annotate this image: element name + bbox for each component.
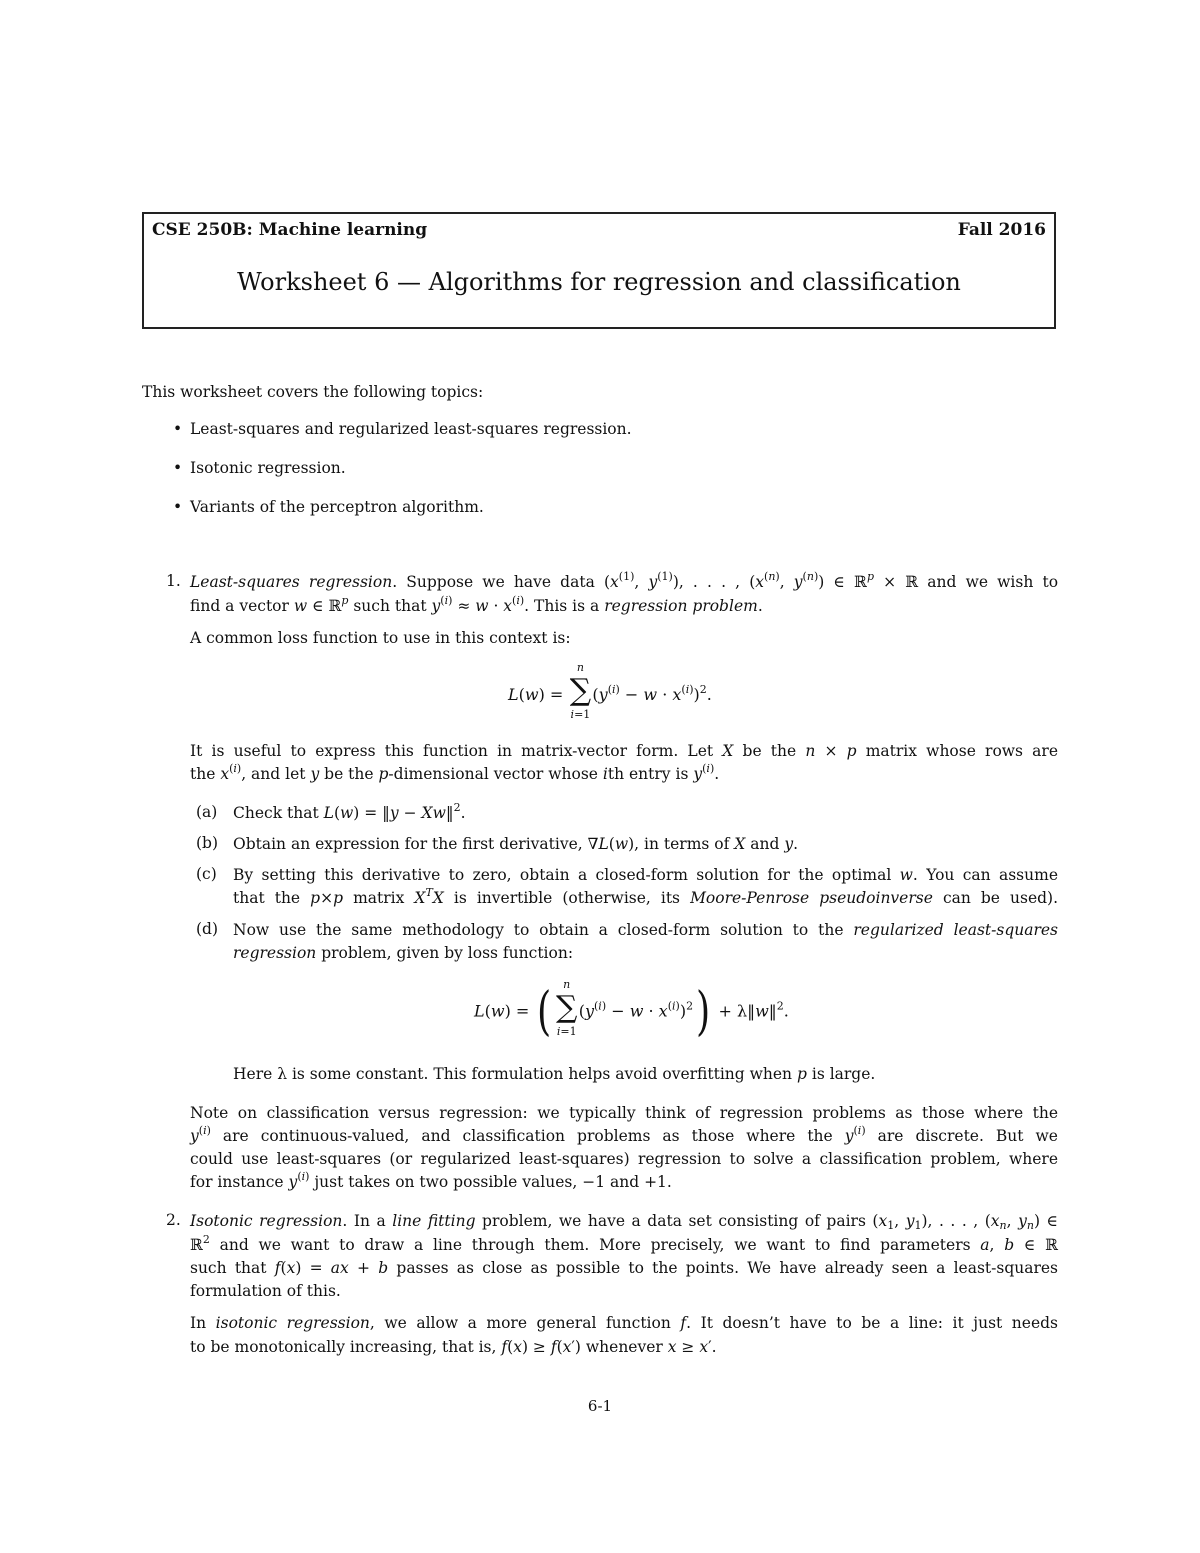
- part-c-line2: that the p×p matrix $X^TX$ is invertible (otherwise, its Moore-Penrose pseudoinverse can be used).: [233, 886, 1059, 907]
- part-d-label: (d): [196, 920, 219, 938]
- part-c-label: (c): [196, 865, 217, 883]
- header-box: [142, 212, 1056, 329]
- topic-item: • Least-squares and regularized least-squares regression.: [173, 420, 632, 438]
- worksheet-title: Worksheet 6 — Algorithms for regression and classification: [237, 268, 961, 296]
- note-line3: could use least-squares (or regularized least-squares) regression to solve a classification problem, where: [190, 1150, 1058, 1168]
- topic-item: • Variants of the perceptron algorithm.: [173, 498, 484, 516]
- loss-equation: L(w) = n ∑ i=1 $(y^{(i)} - w \cdot x^{(i)})^2$.: [508, 661, 712, 721]
- q1-number: 1.: [166, 572, 181, 590]
- q2-line2: ℝ$^2$ and we want to draw a line through them. More precisely, we want to find parameters a, b ∈ ℝ: [190, 1233, 1058, 1254]
- course-name: CSE 250B: Machine learning: [152, 220, 428, 240]
- page-number: 6-1: [587, 1397, 613, 1415]
- note-line4: for instance $y^{(i)}$ just takes on two possible values, −1 and +1.: [190, 1170, 672, 1191]
- part-b-label: (b): [196, 834, 219, 852]
- q2-p2-line2: to be monotonically increasing, that is, f(x) ≥ f(x′) whenever x ≥ x′.: [190, 1338, 717, 1356]
- q2-p2-line1: In isotonic regression, we allow a more general function f. It doesn’t have to be a line: it just needs: [190, 1314, 1058, 1332]
- q1-intro-line1: Least-squares regression. Suppose we have data ($x^{(1)}$, $y^{(1)}$), . . . , ($x^{(n)}$, $y^{(n)}$) ∈ ℝ$^p$ × ℝ and we wish to: [190, 570, 1059, 591]
- regularized-loss-equation: L(w) = ( n ∑ i=1 $(y^{(i)} - w \cdot x^{(i)})^2$) + λ‖w‖$^2$.: [474, 977, 789, 1042]
- q2-line1: Isotonic regression. In a line fitting problem, we have a data set consisting of pairs ($x_1$, $y_1$), . . . , ($x_n$, $y_n$) ∈: [190, 1212, 1058, 1232]
- note-line2: $y^{(i)}$ are continuous-valued, and classification problems as those where the $y^{(i)}$ are discrete. But we: [190, 1124, 1058, 1145]
- q1-loss-lead: A common loss function to use in this context is:: [190, 629, 571, 647]
- part-a-label: (a): [196, 803, 218, 821]
- lambda-note: Here λ is some constant. This formulation helps avoid overfitting when p is large.: [233, 1065, 876, 1083]
- q1-matrix-line2: the $x^{(i)}$, and let y be the p-dimensional vector whose ith entry is $y^{(i)}$.: [190, 762, 720, 783]
- part-a-text: Check that L(w) = ‖y − Xw‖$^2$.: [233, 801, 466, 822]
- part-d-line2: regression problem, given by loss function:: [233, 944, 574, 962]
- part-d-line1: Now use the same methodology to obtain a closed-form solution to the regularized least-squares: [233, 921, 1059, 939]
- q1-intro-line2: find a vector w ∈ ℝ$^p$ such that $y^{(i)} \approx w \cdot x^{(i)}$. This is a regression problem.: [190, 594, 763, 615]
- intro-lead: This worksheet covers the following topics:: [142, 383, 484, 401]
- q2-number: 2.: [166, 1211, 181, 1229]
- term: Fall 2016: [957, 220, 1046, 240]
- q2-line4: formulation of this.: [190, 1282, 341, 1300]
- topic-item: • Isotonic regression.: [173, 459, 346, 477]
- q1-matrix-line1: It is useful to express this function in matrix-vector form. Let X be the n × p matrix whose rows are: [190, 742, 1058, 760]
- part-b-text: Obtain an expression for the first derivative, ∇L(w), in terms of X and y.: [233, 835, 799, 853]
- note-line1: Note on classification versus regression: we typically think of regression problems as those where the: [190, 1104, 1058, 1122]
- q2-line3: such that f(x) = ax + b passes as close as possible to the points. We have already seen a least-squares: [190, 1259, 1059, 1277]
- part-c-line1: By setting this derivative to zero, obtain a closed-form solution for the optimal w. You can assume: [233, 866, 1058, 884]
